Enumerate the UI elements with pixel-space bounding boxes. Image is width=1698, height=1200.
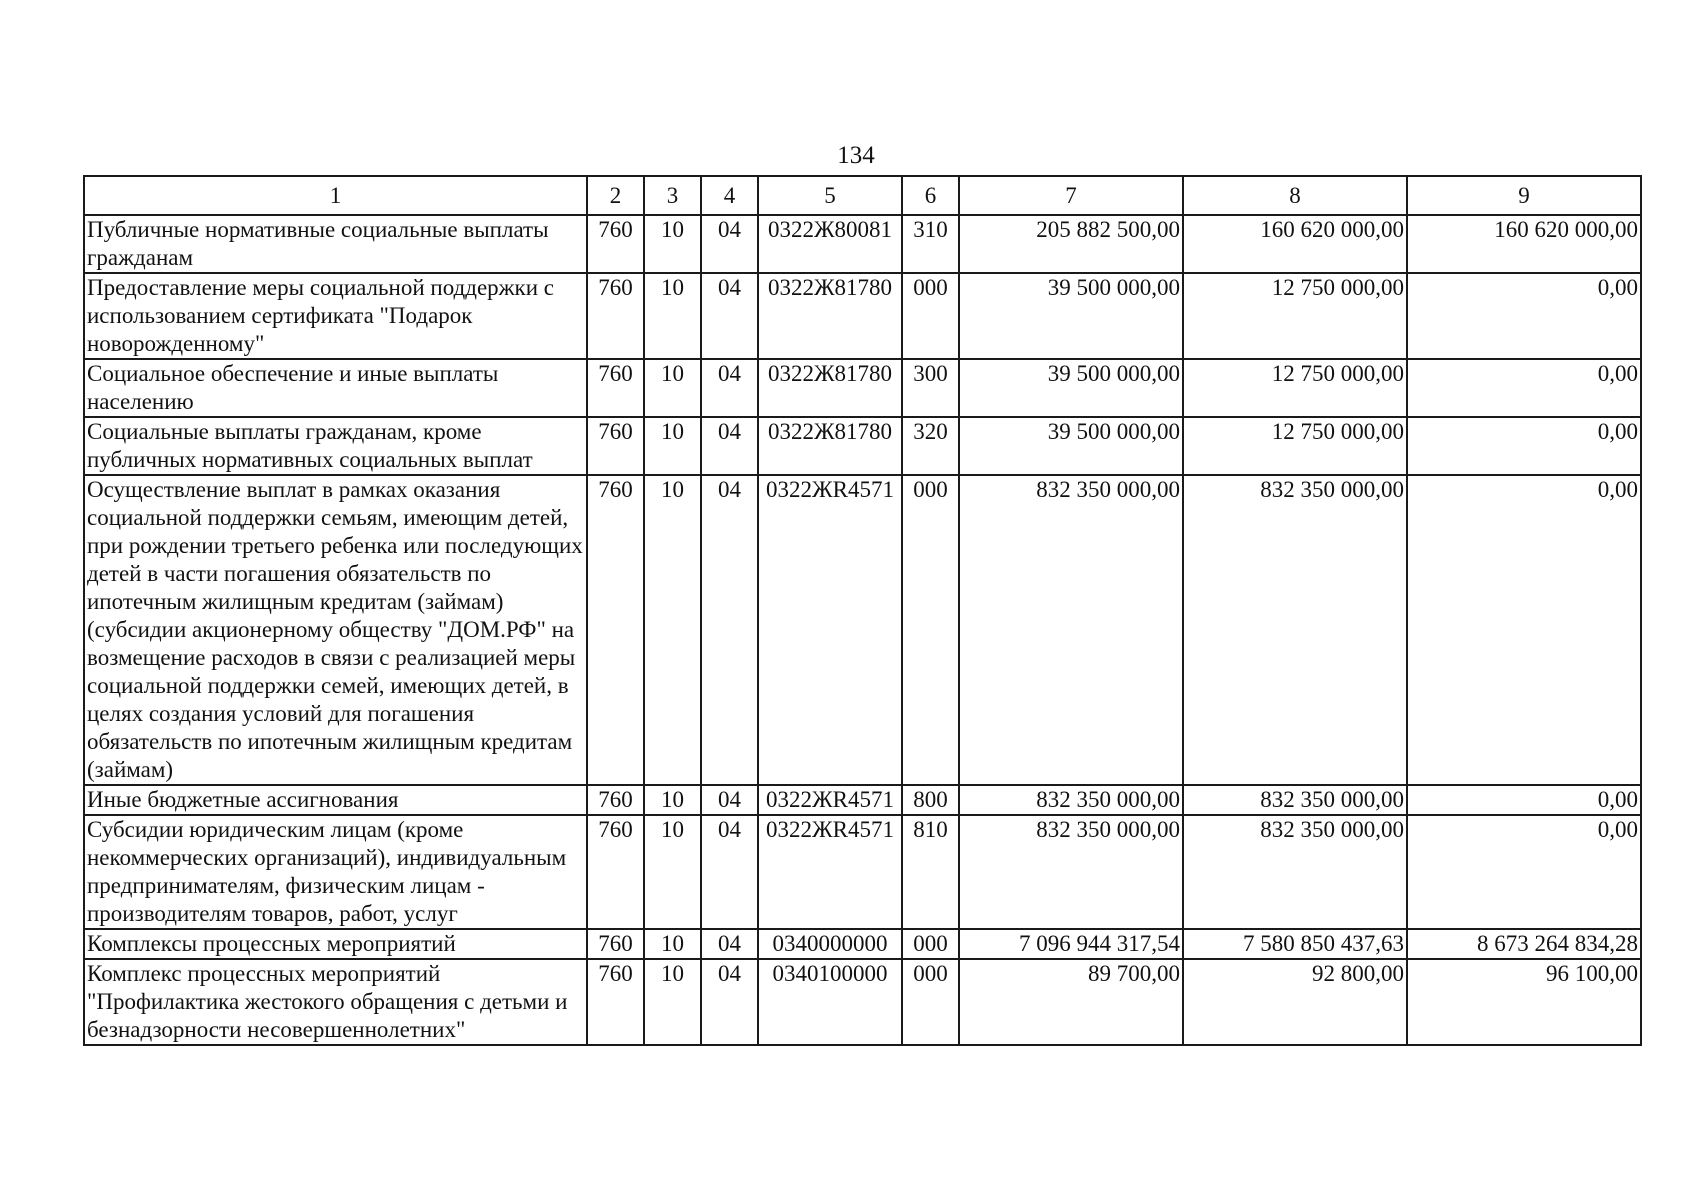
row-amount-9: 0,00 <box>1407 785 1641 815</box>
row-code-3: 10 <box>644 417 701 475</box>
row-code-6: 000 <box>902 273 959 359</box>
row-code-6: 310 <box>902 215 959 273</box>
page-number: 134 <box>837 142 875 169</box>
row-amount-8: 12 750 000,00 <box>1183 273 1407 359</box>
row-amount-9: 96 100,00 <box>1407 959 1641 1045</box>
row-code-4: 04 <box>701 215 758 273</box>
row-code-3: 10 <box>644 929 701 959</box>
row-name: Комплекс процессных мероприятий "Профилактика жестокого обращения с детьми и безнадзорности несовершеннолетних" <box>84 959 587 1045</box>
column-header-7: 7 <box>959 176 1183 215</box>
row-amount-8: 92 800,00 <box>1183 959 1407 1045</box>
table-row <box>84 815 1641 929</box>
row-code-2: 760 <box>587 417 644 475</box>
row-code-5: 0322ЖR4571 <box>758 815 902 929</box>
row-code-2: 760 <box>587 785 644 815</box>
row-name: Осуществление выплат в рамках оказания социальной поддержки семьям, имеющим детей, при рождении третьего ребенка или последующих детей в части погашения обязательств по ипотечным жилищным кредитам (займам) (субсидии акционерному обществу "ДОМ.РФ" на возмещение расходов в связи с реализацией меры социальной поддержки семей, имеющих детей, в целях создания условий для погашения обязательств по ипотечным жилищным кредитам (займам) <box>84 475 587 785</box>
row-amount-8: 12 750 000,00 <box>1183 359 1407 417</box>
row-code-5: 0322Ж81780 <box>758 359 902 417</box>
row-code-6: 000 <box>902 475 959 785</box>
row-name: Социальное обеспечение и иные выплаты населению <box>84 359 587 417</box>
row-code-3: 10 <box>644 815 701 929</box>
row-code-6: 810 <box>902 815 959 929</box>
row-code-6: 800 <box>902 785 959 815</box>
row-amount-8: 7 580 850 437,63 <box>1183 929 1407 959</box>
row-amount-7: 832 350 000,00 <box>959 475 1183 785</box>
row-amount-7: 7 096 944 317,54 <box>959 929 1183 959</box>
table-row <box>84 959 1641 1045</box>
row-code-3: 10 <box>644 475 701 785</box>
row-amount-9: 0,00 <box>1407 417 1641 475</box>
column-header-8: 8 <box>1183 176 1407 215</box>
row-code-3: 10 <box>644 959 701 1045</box>
row-amount-9: 8 673 264 834,28 <box>1407 929 1641 959</box>
row-code-5: 0322Ж81780 <box>758 273 902 359</box>
row-amount-9: 0,00 <box>1407 359 1641 417</box>
row-amount-9: 0,00 <box>1407 475 1641 785</box>
row-amount-9: 0,00 <box>1407 273 1641 359</box>
row-code-4: 04 <box>701 929 758 959</box>
row-code-6: 320 <box>902 417 959 475</box>
row-amount-9: 160 620 000,00 <box>1407 215 1641 273</box>
row-code-4: 04 <box>701 785 758 815</box>
row-name: Субсидии юридическим лицам (кроме некоммерческих организаций), индивидуальным предпринимателям, физическим лицам - производителям товаров, работ, услуг <box>84 815 587 929</box>
row-code-5: 0322Ж81780 <box>758 417 902 475</box>
row-code-5: 0322Ж80081 <box>758 215 902 273</box>
table-row <box>84 359 1641 417</box>
row-code-2: 760 <box>587 815 644 929</box>
row-code-2: 760 <box>587 929 644 959</box>
row-name: Иные бюджетные ассигнования <box>84 785 587 815</box>
row-code-5: 0340100000 <box>758 959 902 1045</box>
column-header-6: 6 <box>902 176 959 215</box>
row-amount-7: 39 500 000,00 <box>959 273 1183 359</box>
row-code-5: 0322ЖR4571 <box>758 785 902 815</box>
row-code-3: 10 <box>644 785 701 815</box>
row-amount-8: 832 350 000,00 <box>1183 815 1407 929</box>
row-code-4: 04 <box>701 959 758 1045</box>
row-code-4: 04 <box>701 815 758 929</box>
row-code-4: 04 <box>701 475 758 785</box>
budget-table <box>83 175 1642 1046</box>
row-code-6: 300 <box>902 359 959 417</box>
row-code-6: 000 <box>902 959 959 1045</box>
table-row <box>84 929 1641 959</box>
row-code-4: 04 <box>701 417 758 475</box>
row-name: Публичные нормативные социальные выплаты гражданам <box>84 215 587 273</box>
table-row <box>84 417 1641 475</box>
row-amount-7: 205 882 500,00 <box>959 215 1183 273</box>
column-header-4: 4 <box>701 176 758 215</box>
row-code-3: 10 <box>644 273 701 359</box>
row-amount-7: 39 500 000,00 <box>959 417 1183 475</box>
row-code-2: 760 <box>587 273 644 359</box>
row-code-2: 760 <box>587 475 644 785</box>
row-amount-8: 12 750 000,00 <box>1183 417 1407 475</box>
row-code-4: 04 <box>701 273 758 359</box>
row-amount-8: 160 620 000,00 <box>1183 215 1407 273</box>
row-code-6: 000 <box>902 929 959 959</box>
row-code-2: 760 <box>587 215 644 273</box>
row-code-5: 0340000000 <box>758 929 902 959</box>
header-row <box>84 176 1641 215</box>
row-code-2: 760 <box>587 959 644 1045</box>
row-amount-8: 832 350 000,00 <box>1183 475 1407 785</box>
column-header-3: 3 <box>644 176 701 215</box>
row-name: Социальные выплаты гражданам, кроме публичных нормативных социальных выплат <box>84 417 587 475</box>
column-header-2: 2 <box>587 176 644 215</box>
table-row <box>84 785 1641 815</box>
row-code-3: 10 <box>644 359 701 417</box>
row-amount-7: 39 500 000,00 <box>959 359 1183 417</box>
row-code-2: 760 <box>587 359 644 417</box>
column-header-5: 5 <box>758 176 902 215</box>
column-header-1: 1 <box>84 176 587 215</box>
row-code-3: 10 <box>644 215 701 273</box>
table-row <box>84 215 1641 273</box>
row-code-4: 04 <box>701 359 758 417</box>
row-amount-7: 832 350 000,00 <box>959 815 1183 929</box>
row-amount-7: 832 350 000,00 <box>959 785 1183 815</box>
row-name: Комплексы процессных мероприятий <box>84 929 587 959</box>
row-amount-7: 89 700,00 <box>959 959 1183 1045</box>
row-amount-9: 0,00 <box>1407 815 1641 929</box>
table-row <box>84 273 1641 359</box>
table-row <box>84 475 1641 785</box>
row-code-5: 0322ЖR4571 <box>758 475 902 785</box>
row-name: Предоставление меры социальной поддержки с использованием сертификата "Подарок новорожденному" <box>84 273 587 359</box>
row-amount-8: 832 350 000,00 <box>1183 785 1407 815</box>
column-header-9: 9 <box>1407 176 1641 215</box>
